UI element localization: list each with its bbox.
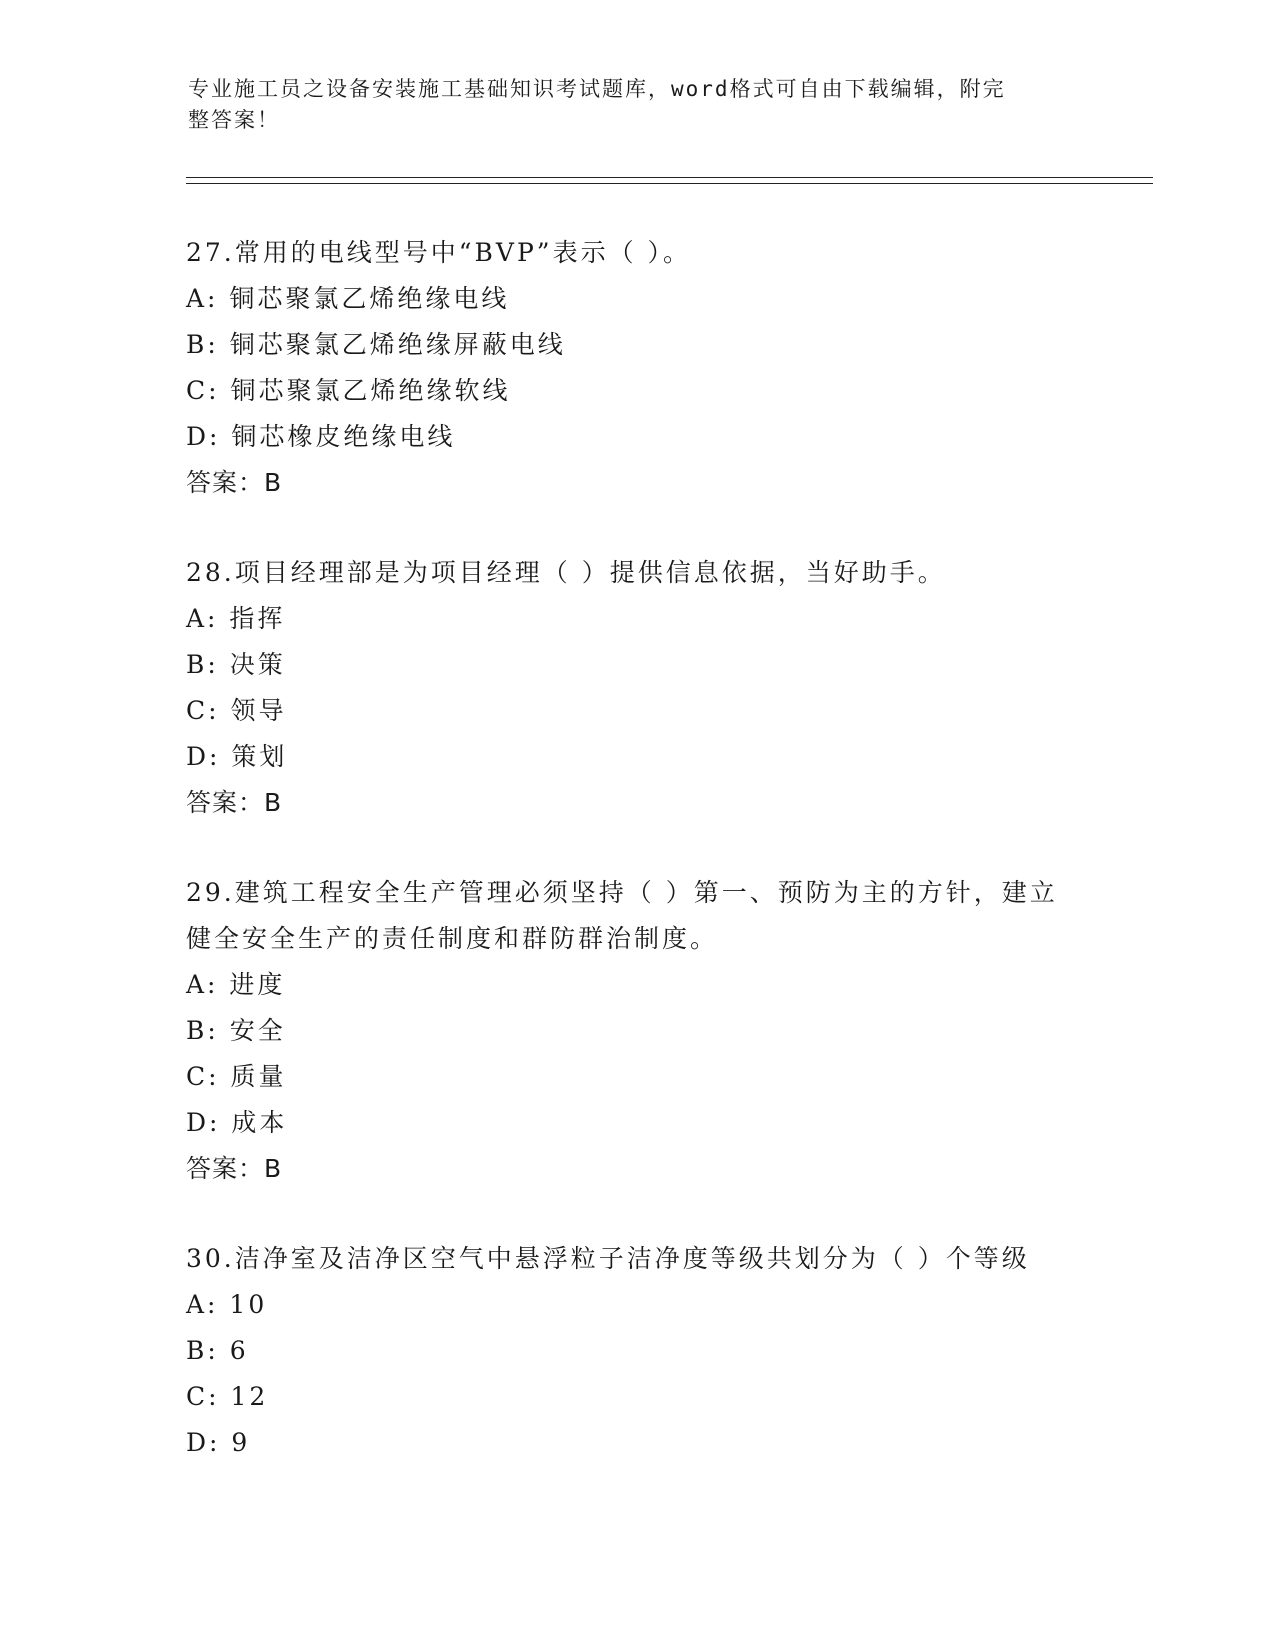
option-d: D: 9: [186, 1428, 251, 1457]
answer-line: 答案：B: [186, 1154, 283, 1183]
answer-line: 答案：B: [186, 788, 283, 817]
question-28: [186, 550, 1086, 826]
question-30: [186, 1236, 1086, 1466]
question-stem: 29.建筑工程安全生产管理必须坚持（ ）第一、预防为主的方针，建立健全安全生产的责任制度和群防群治制度。: [186, 878, 1058, 953]
header-line-1: 专业施工员之设备安装施工基础知识考试题库，word格式可自由下载编辑，附完: [188, 77, 1006, 101]
option-a: A: 指挥: [186, 604, 286, 633]
option-d: D: 铜芯橡皮绝缘电线: [186, 422, 456, 451]
header-line-2: 整答案！: [188, 108, 280, 132]
header-divider-top: [186, 177, 1153, 178]
option-a: A: 进度: [186, 970, 286, 999]
option-a: A: 10: [186, 1290, 268, 1319]
document-header: [188, 74, 1088, 136]
option-b: B: 安全: [186, 1016, 286, 1045]
question-stem: 28.项目经理部是为项目经理（ ）提供信息依据，当好助手。: [186, 558, 946, 587]
answer-line: 答案：B: [186, 468, 283, 497]
option-b: B: 决策: [186, 650, 286, 679]
header-divider-bottom: [186, 183, 1153, 184]
question-stem: 30.洁净室及洁净区空气中悬浮粒子洁净度等级共划分为（ ）个等级: [186, 1244, 1030, 1273]
option-b: B: 铜芯聚氯乙烯绝缘屏蔽电线: [186, 330, 566, 359]
option-c: C: 铜芯聚氯乙烯绝缘软线: [186, 376, 511, 405]
option-d: D: 策划: [186, 742, 288, 771]
question-list: [186, 230, 1086, 1510]
option-b: B: 6: [186, 1336, 249, 1365]
option-c: C: 12: [186, 1382, 269, 1411]
question-29: [186, 870, 1086, 1192]
question-stem: 27.常用的电线型号中“BVP”表示（ ）。: [186, 238, 692, 267]
option-c: C: 质量: [186, 1062, 287, 1091]
option-a: A: 铜芯聚氯乙烯绝缘电线: [186, 284, 510, 313]
question-27: [186, 230, 1086, 506]
option-d: D: 成本: [186, 1108, 288, 1137]
option-c: C: 领导: [186, 696, 287, 725]
